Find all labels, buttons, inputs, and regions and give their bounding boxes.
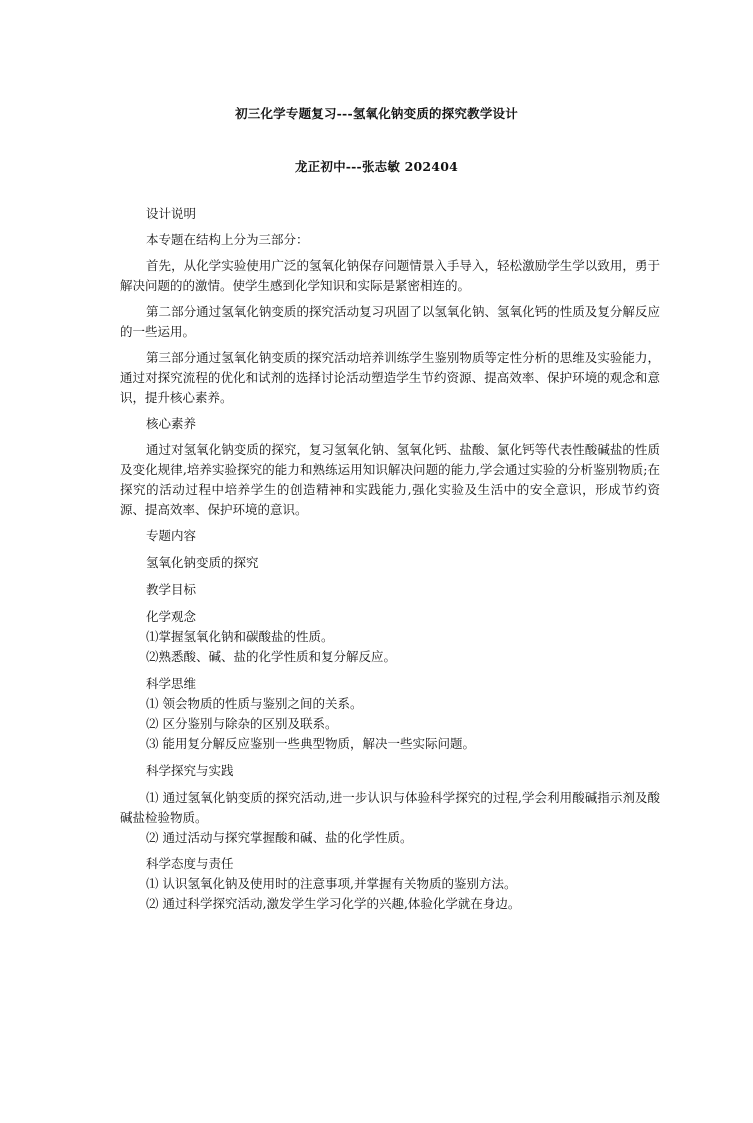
list-item-inquiry-2: ⑵ 通过活动与探究掌握酸和碱、盐的化学性质。 — [146, 830, 413, 845]
list-item-attitude-2: ⑵ 通过科学探究活动,激发学生学习化学的兴趣,体验化学就在身边。 — [146, 896, 521, 911]
section-heading-goals: 教学目标 — [146, 582, 197, 597]
intro-text: 本专题在结构上分为三部分： — [146, 232, 309, 247]
paragraph-core: 通过对氢氧化钠变质的探究，复习氢氧化钠、氢氧化钙、盐酸、氯化钙等代表性酸碱盐的性质及变化规律,培养实验探究的能力和熟练运用知识解决问题的能力,学会通过实验的分析鉴别物质;在探究的活动过程中培养学生的创造精神和实践能力,强化实验及生活中的安全意识，形成节约资源、提高效率、保护环境的意识。 — [120, 442, 660, 517]
subheading-inquiry: 科学探究与实践 — [146, 763, 234, 778]
section-heading-topic: 专题内容 — [146, 528, 197, 543]
list-item-sci-thinking-2: ⑵ 区分鉴别与除杂的区别及联系。 — [146, 716, 338, 731]
subheading-chem-concept: 化学观念 — [146, 609, 197, 624]
list-item-chem-concept-1: ⑴掌握氢氧化钠和碳酸盐的性质。 — [146, 629, 334, 644]
document-author: 龙正初中---张志敏 202404 — [294, 159, 458, 174]
list-item-sci-thinking-3: ⑶ 能用复分解反应鉴别一些典型物质，解决一些实际问题。 — [146, 736, 475, 751]
list-item-chem-concept-2: ⑵熟悉酸、碱、盐的化学性质和复分解反应。 — [146, 649, 397, 664]
paragraph-part1: 首先，从化学实验使用广泛的氢氧化钠保存问题情景入手导入，轻松激励学生学以致用，勇于解决问题的的激情。使学生感到化学知识和实际是紧密相连的。 — [120, 258, 660, 293]
document-body — [120, 204, 660, 914]
list-item-attitude-1: ⑴ 认识氢氧化钠及使用时的注意事项,并掌握有关物质的鉴别方法。 — [146, 876, 517, 891]
paragraph-part3: 第三部分通过氢氧化钠变质的探究活动培养训练学生鉴别物质等定性分析的思维及实验能力，通过对探究流程的优化和试剂的选择讨论活动塑造学生节约资源、提高效率、保护环境的观念和意识，提升核心素养。 — [120, 350, 660, 405]
section-heading-core: 核心素养 — [146, 416, 197, 431]
subheading-attitude: 科学态度与责任 — [146, 856, 234, 871]
topic-text: 氢氧化钠变质的探究 — [146, 555, 259, 570]
list-item-sci-thinking-1: ⑴ 领会物质的性质与鉴别之间的关系。 — [146, 696, 363, 711]
paragraph-part2: 第二部分通过氢氧化钠变质的探究活动复习巩固了以氢氧化钠、氢氧化钙的性质及复分解反应的一些运用。 — [120, 304, 660, 339]
document-title: 初三化学专题复习---氢氧化钠变质的探究教学设计 — [235, 106, 518, 121]
list-item-inquiry-1: ⑴ 通过氢氧化钠变质的探究活动,进一步认识与体验科学探究的过程,学会利用酸碱指示剂及酸碱盐检验物质。 — [120, 790, 660, 825]
subheading-sci-thinking: 科学思维 — [146, 676, 197, 691]
section-heading-design: 设计说明 — [146, 206, 197, 221]
